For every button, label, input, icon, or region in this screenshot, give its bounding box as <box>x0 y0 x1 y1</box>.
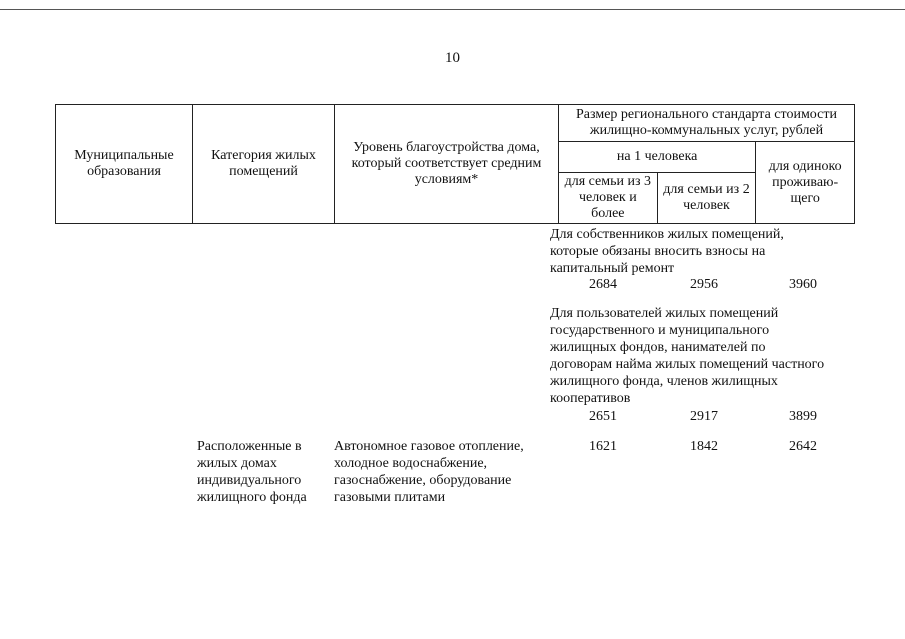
header-family2: для семьи из 2 человек <box>657 173 756 224</box>
header-standard-group: Размер регионального стандарта стоимости жилищно-коммунальных услуг, рублей <box>559 105 855 142</box>
users-single-value: 3899 <box>789 409 817 424</box>
owners-family3-value: 2684 <box>589 277 617 292</box>
users-family3-value: 2651 <box>589 409 617 424</box>
row-family3-value: 1621 <box>589 439 617 454</box>
table-header <box>55 104 855 224</box>
owners-family2-value: 2956 <box>690 277 718 292</box>
row-level: Автономное газовое отопление, холодное водоснабжение, газоснабжение, оборудование газовыми плитами <box>334 439 524 505</box>
row-single-value: 2642 <box>789 439 817 454</box>
page-number: 10 <box>445 50 460 66</box>
users-family2-value: 2917 <box>690 409 718 424</box>
owners-single-value: 3960 <box>789 277 817 292</box>
row-family2-value: 1842 <box>690 439 718 454</box>
header-level: Уровень благоустройства дома, который соответствует средним условиям* <box>335 105 559 224</box>
header-category: Категория жилых помещений <box>193 105 335 224</box>
section-owners-heading: Для собственников жилых помещений, которые обязаны вносить взносы на капитальный ремонт <box>550 227 784 276</box>
header-municipality: Муниципальные образования <box>56 105 193 224</box>
header-family3: для семьи из 3 человек и более <box>559 173 658 224</box>
row-category: Расположенные в жилых домах индивидуального жилищного фонда <box>197 439 307 505</box>
top-border-line <box>0 9 905 10</box>
section-users-heading: Для пользователей жилых помещений государственного и муниципального жилищных фондов, нанимателей по договорам найма жилых помещений частного жилищного фонда, членов жилищных кооперативов <box>550 306 825 406</box>
header-single: для одиноко проживаю-щего <box>756 142 855 224</box>
header-per-person: на 1 человека <box>559 142 756 173</box>
